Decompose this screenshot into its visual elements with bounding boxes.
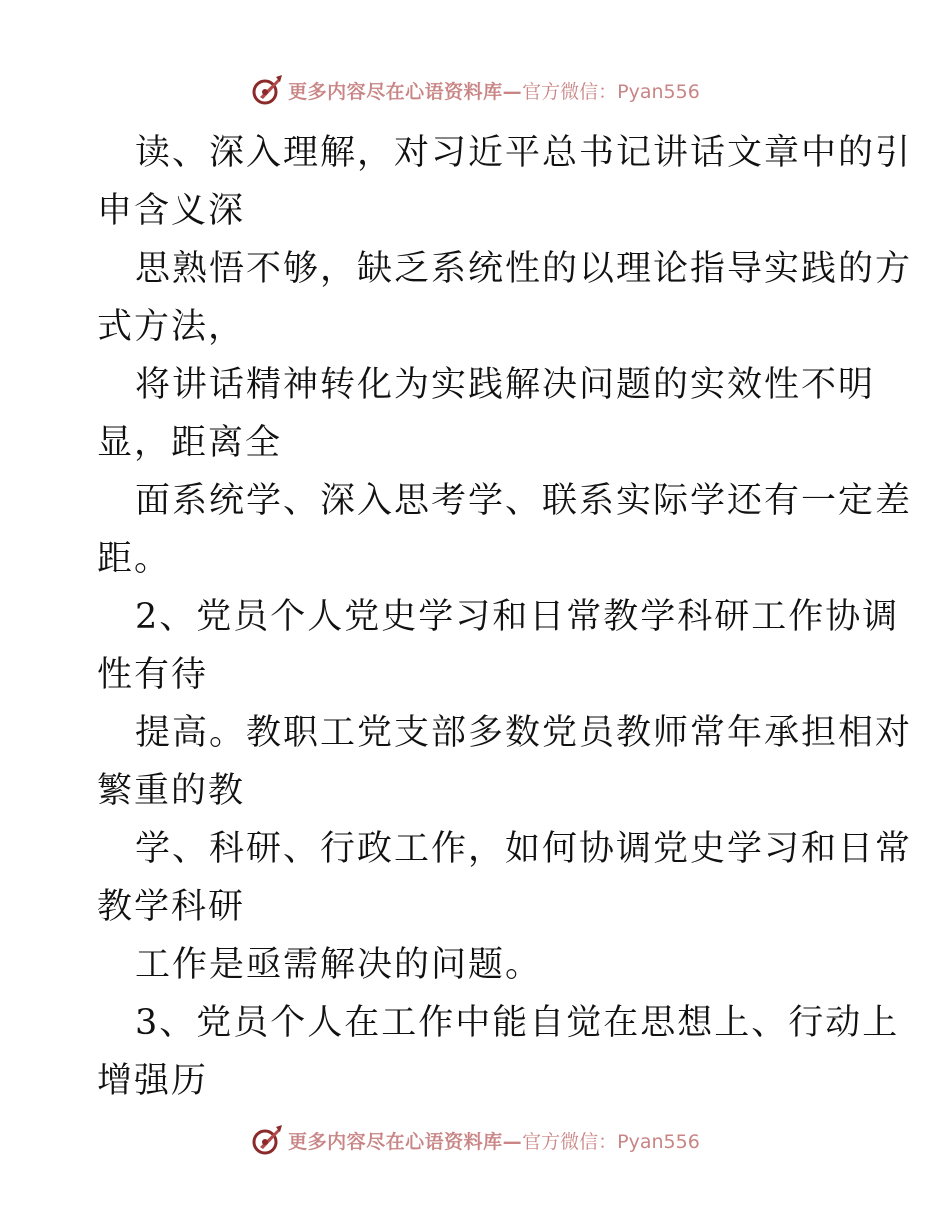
document-body bbox=[97, 124, 913, 1110]
text-line: 学、科研、行政工作，如何协调党史学习和日常 bbox=[135, 829, 913, 869]
text-line: 读、深入理解，对习近平总书记讲话文章中的引 bbox=[135, 133, 913, 173]
banner-site-text: 更多内容尽在心语资料库— bbox=[288, 1130, 523, 1153]
text-line: 将讲话精神转化为实践解决问题的实效性不明 bbox=[135, 365, 876, 405]
text-line: 提高。教职工党支部多数党员教师常年承担相对 bbox=[135, 713, 913, 753]
quill-pen-logo-icon bbox=[250, 1123, 284, 1157]
text-line: 3、党员个人在工作中能自觉在思想上、行动上 bbox=[135, 1003, 900, 1043]
text-line: 距。 bbox=[97, 539, 172, 579]
text-line: 式方法， bbox=[97, 307, 246, 347]
quill-pen-logo-icon bbox=[250, 73, 284, 107]
text-line: 性有待 bbox=[97, 655, 209, 695]
footer-banner bbox=[0, 1122, 950, 1158]
text-line: 教学科研 bbox=[97, 887, 246, 927]
banner-site-text: 更多内容尽在心语资料库— bbox=[288, 80, 523, 103]
text-line: 申含义深 bbox=[97, 191, 246, 231]
text-line: 增强历 bbox=[97, 1061, 209, 1101]
text-line: 繁重的教 bbox=[97, 771, 246, 811]
text-line: 工作是亟需解决的问题。 bbox=[135, 945, 543, 985]
banner-wechat-text: 官方微信：Pyan556 bbox=[522, 80, 700, 103]
banner-wechat-text: 官方微信：Pyan556 bbox=[522, 1130, 700, 1153]
header-banner bbox=[0, 72, 950, 108]
text-line: 显，距离全 bbox=[97, 423, 283, 463]
text-line: 2、党员个人党史学习和日常教学科研工作协调 bbox=[135, 597, 900, 637]
text-line: 面系统学、深入思考学、联系实际学还有一定差 bbox=[135, 481, 913, 521]
text-line: 思熟悟不够，缺乏系统性的以理论指导实践的方 bbox=[135, 249, 913, 289]
